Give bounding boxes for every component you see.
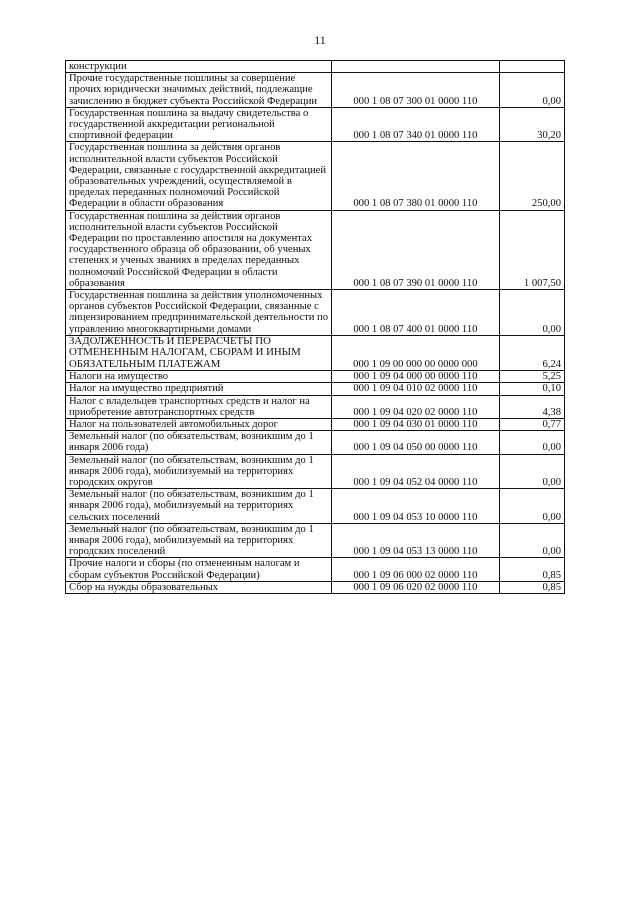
budget-code-cell: 000 1 08 07 400 01 0000 110	[332, 290, 500, 336]
amount-cell: 1 007,50	[499, 210, 564, 289]
amount-cell: 0,85	[499, 558, 564, 581]
table-row	[66, 107, 565, 142]
budget-code-cell: 000 1 09 04 030 01 0000 110	[332, 418, 500, 430]
table-row	[66, 454, 565, 489]
table-row	[66, 61, 565, 73]
amount-cell: 5,25	[499, 371, 564, 383]
budget-code-cell: 000 1 08 07 390 01 0000 110	[332, 210, 500, 289]
budget-revenue-table	[65, 60, 565, 594]
table-row	[66, 383, 565, 395]
table-row	[66, 290, 565, 336]
budget-code-cell: 000 1 09 04 052 04 0000 110	[332, 454, 500, 489]
budget-code-cell: 000 1 09 04 053 10 0000 110	[332, 489, 500, 524]
table-row	[66, 335, 565, 370]
revenue-name-cell: Земельный налог (по обязательствам, возникшим до 1 января 2006 года)	[66, 431, 332, 454]
amount-cell: 0,00	[499, 73, 564, 108]
revenue-name-cell: Государственная пошлина за действия органов исполнительной власти субъектов Российской Федерации по проставлению апостиля на документах государственного образца об образовании, об ученых степенях и ученых званиях в пределах переданных полномочий Российской Федерации в области образования	[66, 210, 332, 289]
revenue-name-cell: Земельный налог (по обязательствам, возникшим до 1 января 2006 года), мобилизуемый на территориях городских поселений	[66, 523, 332, 558]
amount-cell: 0,85	[499, 581, 564, 593]
revenue-name-cell: Налог с владельцев транспортных средств и налог на приобретение автотранспортных средств	[66, 395, 332, 418]
table-row	[66, 142, 565, 210]
amount-cell: 0,00	[499, 454, 564, 489]
table-row	[66, 73, 565, 108]
table-row	[66, 523, 565, 558]
revenue-name-cell: Налог на имущество предприятий	[66, 383, 332, 395]
amount-cell: 30,20	[499, 107, 564, 142]
revenue-name-cell: конструкции	[66, 61, 332, 73]
amount-cell: 6,24	[499, 335, 564, 370]
budget-code-cell	[332, 61, 500, 73]
amount-cell: 0,00	[499, 523, 564, 558]
table-row	[66, 395, 565, 418]
budget-code-cell: 000 1 09 06 020 02 0000 110	[332, 581, 500, 593]
budget-code-cell: 000 1 09 04 053 13 0000 110	[332, 523, 500, 558]
amount-cell: 0,00	[499, 290, 564, 336]
budget-code-cell: 000 1 08 07 300 01 0000 110	[332, 73, 500, 108]
budget-code-cell: 000 1 09 00 000 00 0000 000	[332, 335, 500, 370]
table-row	[66, 431, 565, 454]
amount-cell: 0,00	[499, 431, 564, 454]
budget-code-cell: 000 1 09 06 000 02 0000 110	[332, 558, 500, 581]
revenue-name-cell: Земельный налог (по обязательствам, возникшим до 1 января 2006 года), мобилизуемый на территориях сельских поселений	[66, 489, 332, 524]
revenue-name-cell: Государственная пошлина за действия уполномоченных органов субъектов Российской Федерации, связанные с лицензированием предпринимательской деятельности по управлению многоквартирными домами	[66, 290, 332, 336]
revenue-name-cell: Прочие налоги и сборы (по отмененным налогам и сборам субъектов Российской Федерации)	[66, 558, 332, 581]
revenue-name-cell: Налог на пользователей автомобильных дорог	[66, 418, 332, 430]
table-row	[66, 489, 565, 524]
amount-cell: 0,00	[499, 489, 564, 524]
amount-cell: 250,00	[499, 142, 564, 210]
amount-cell: 0,77	[499, 418, 564, 430]
revenue-name-cell: Государственная пошлина за выдачу свидетельства о государственной аккредитации региональной спортивной федерации	[66, 107, 332, 142]
revenue-name-cell: ЗАДОЛЖЕННОСТЬ И ПЕРЕРАСЧЕТЫ ПО ОТМЕНЕННЫМ НАЛОГАМ, СБОРАМ И ИНЫМ ОБЯЗАТЕЛЬНЫМ ПЛАТЕЖАМ	[66, 335, 332, 370]
amount-cell	[499, 61, 564, 73]
revenue-name-cell: Налоги на имущество	[66, 371, 332, 383]
revenue-name-cell: Прочие государственные пошлины за совершение прочих юридически значимых действий, подлежащие зачислению в бюджет субъекта Российской Федерации	[66, 73, 332, 108]
table-row	[66, 581, 565, 593]
budget-code-cell: 000 1 09 04 000 00 0000 110	[332, 371, 500, 383]
budget-code-cell: 000 1 08 07 380 01 0000 110	[332, 142, 500, 210]
table-row	[66, 371, 565, 383]
budget-code-cell: 000 1 08 07 340 01 0000 110	[332, 107, 500, 142]
revenue-name-cell: Государственная пошлина за действия органов исполнительной власти субъектов Российской Федерации, связанные с государственной аккредитацией образовательных учреждений, осуществляемой в пределах переданных полномочий Российской Федерации в области образования	[66, 142, 332, 210]
amount-cell: 0,10	[499, 383, 564, 395]
revenue-name-cell: Земельный налог (по обязательствам, возникшим до 1 января 2006 года), мобилизуемый на территориях городских округов	[66, 454, 332, 489]
page-number: 11	[314, 33, 326, 47]
budget-code-cell: 000 1 09 04 050 00 0000 110	[332, 431, 500, 454]
amount-cell: 4,38	[499, 395, 564, 418]
table-row	[66, 558, 565, 581]
budget-code-cell: 000 1 09 04 010 02 0000 110	[332, 383, 500, 395]
table-row	[66, 418, 565, 430]
budget-code-cell: 000 1 09 04 020 02 0000 110	[332, 395, 500, 418]
table-row	[66, 210, 565, 289]
revenue-name-cell: Сбор на нужды образовательных	[66, 581, 332, 593]
